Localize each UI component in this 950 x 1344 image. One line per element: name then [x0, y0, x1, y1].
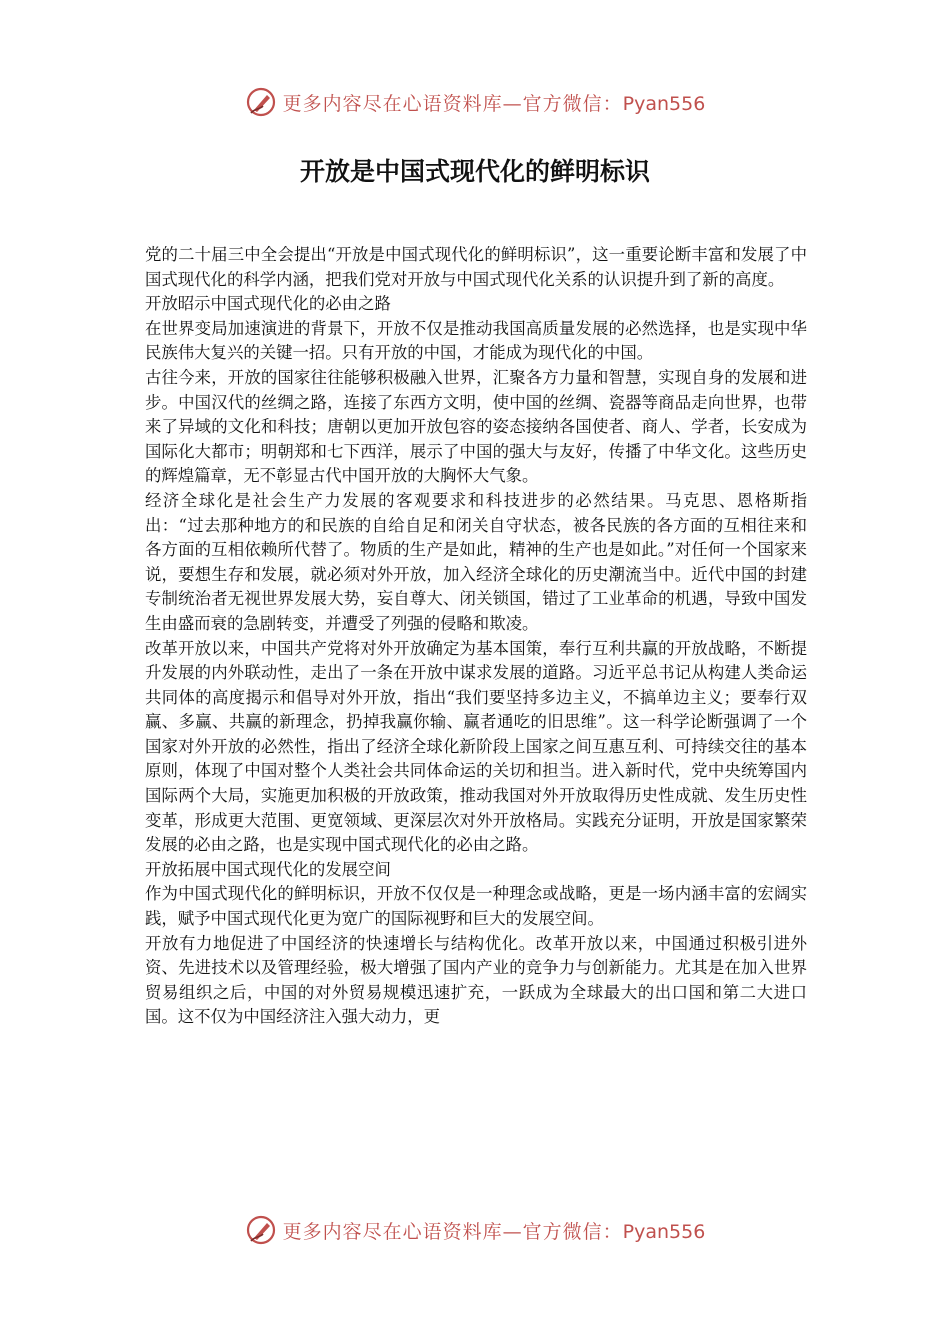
watermark-banner-top: [0, 82, 950, 122]
paragraph: 古往今来，开放的国家往往能够积极融入世界，汇聚各方力量和智慧，实现自身的发展和进步。中国汉代的丝绸之路，连接了东西方文明，使中国的丝绸、瓷器等商品走向世界，也带来了异域的文化和科技；唐朝以更加开放包容的姿态接纳各国使者、商人、学者，长安成为国际化大都市；明朝郑和七下西洋，展示了中国的强大与友好，传播了中华文化。这些历史的辉煌篇章，无不彰显古代中国开放的大胸怀大气象。: [145, 367, 807, 486]
section-heading: 开放昭示中国式现代化的必由之路: [145, 294, 391, 314]
watermark-text: 更多内容尽在心语资料库—官方微信：Pyan556: [282, 92, 706, 115]
paragraph: 经济全球化是社会生产力发展的客观要求和科技进步的必然结果。马克思、恩格斯指出：“过去那种地方的和民族的自给自足和闭关自守状态，被各民族的各方面的互相往来和各方面的互相依赖所代替了。物质的生产是如此，精神的生产也是如此。”对任何一个国家来说，要想生存和发展，就必须对外开放，加入经济全球化的历史潮流当中。近代中国的封建专制统治者无视世界发展大势，妄自尊大、闭关锁国，错过了工业革命的机遇，导致中国发生由盛而衰的急剧转变，并遭受了列强的侵略和欺凌。: [145, 490, 807, 633]
paragraph: 党的二十届三中全会提出“开放是中国式现代化的鲜明标识”，这一重要论断丰富和发展了中国式现代化的科学内涵，把我们党对开放与中国式现代化关系的认识提升到了新的高度。: [145, 245, 807, 289]
paragraph: 作为中国式现代化的鲜明标识，开放不仅仅是一种理念或战略，更是一场内涵丰富的宏阔实践，赋予中国式现代化更为宽广的国际视野和巨大的发展空间。: [145, 884, 807, 929]
pen-logo-icon: [245, 86, 277, 118]
paragraph: 开放有力地促进了中国经济的快速增长与结构优化。改革开放以来，中国通过积极引进外资、先进技术以及管理经验，极大增强了国内产业的竞争力与创新能力。尤其是在加入世界贸易组织之后，中国的对外贸易规模迅速扩充，一跃成为全球最大的出口国和第二大进口国。这不仅为中国经济注入强大动力，更: [145, 933, 807, 1027]
pen-logo-icon: [245, 1214, 277, 1246]
section-heading: 开放拓展中国式现代化的发展空间: [145, 859, 391, 879]
document-body: [145, 243, 807, 1030]
paragraph: 改革开放以来，中国共产党将对外开放确定为基本国策，奉行互利共赢的开放战略，不断提升发展的内外联动性，走出了一条在开放中谋求发展的道路。习近平总书记从构建人类命运共同体的高度揭示和倡导对外开放，指出“我们要坚持多边主义，不搞单边主义；要奉行双赢、多赢、共赢的新理念，扔掉我赢你输、赢者通吃的旧思维”。这一科学论断强调了一个国家对外开放的必然性，指出了经济全球化新阶段上国家之间互惠互利、可持续交往的基本原则，体现了中国对整个人类社会共同体命运的关切和担当。进入新时代，党中央统筹国内国际两个大局，实施更加积极的开放政策，推动我国对外开放取得历史性成就、发生历史性变革，形成更大范围、更宽领域、更深层次对外开放格局。实践充分证明，开放是国家繁荣发展的必由之路，也是实现中国式现代化的必由之路。: [145, 638, 807, 855]
watermark-text: 更多内容尽在心语资料库—官方微信：Pyan556: [282, 1220, 706, 1243]
watermark-banner-bottom: [0, 1210, 950, 1250]
paragraph: 在世界变局加速演进的背景下，开放不仅是推动我国高质量发展的必然选择，也是实现中华民族伟大复兴的关键一招。只有开放的中国，才能成为现代化的中国。: [145, 318, 807, 363]
document-title: 开放是中国式现代化的鲜明标识: [299, 157, 650, 186]
